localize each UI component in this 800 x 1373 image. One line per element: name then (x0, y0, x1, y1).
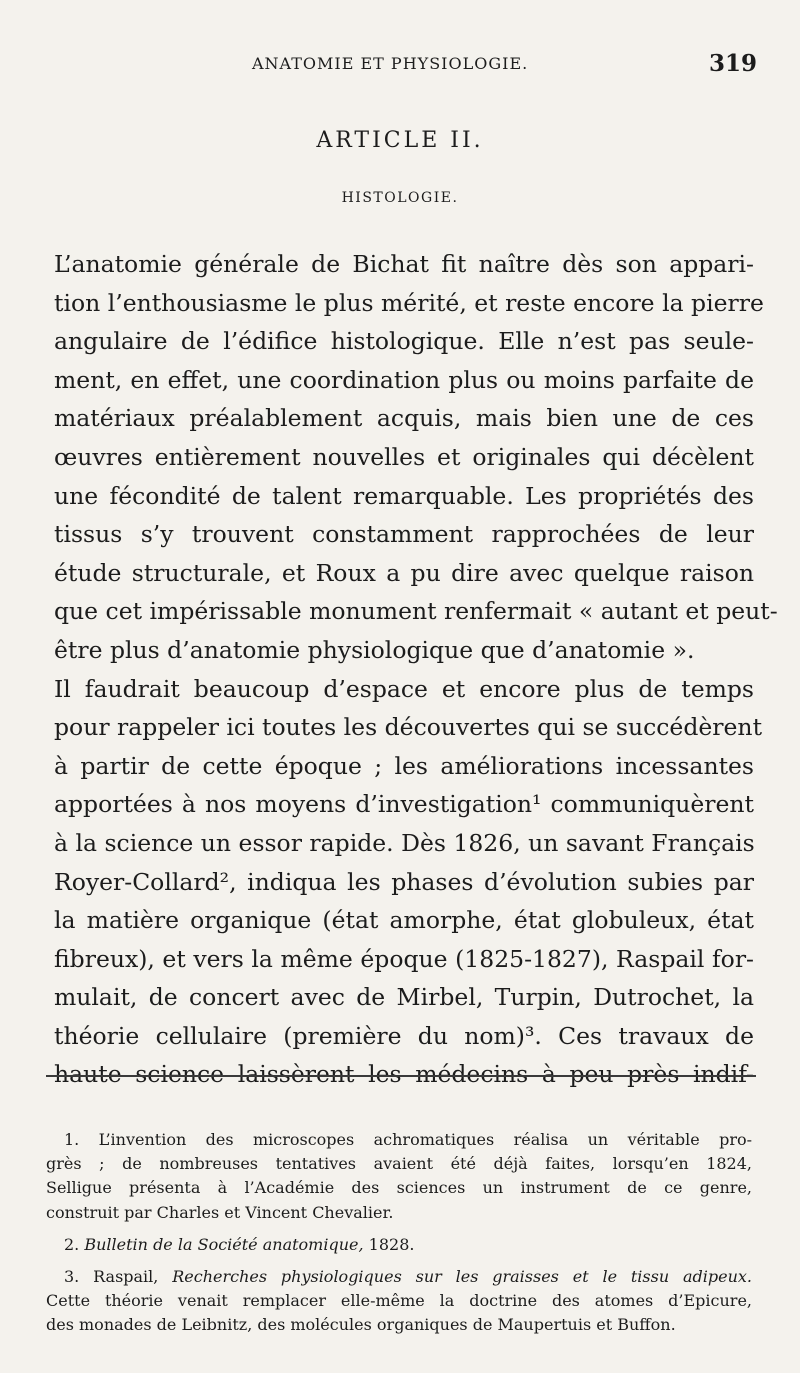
body-line: mulait, de concert avec de Mirbel, Turpin, Dutrochet, la (54, 983, 754, 1012)
footnote-line: des monades de Leibnitz, des molécules organiques de Maupertuis et Buffon. (46, 1315, 676, 1335)
body-line: la matière organique (état amorphe, état globuleux, état (54, 906, 754, 935)
footnote-2 (46, 1233, 752, 1257)
body-line: angulaire de l’édifice histologique. Elle n’est pas seule- (54, 327, 754, 356)
body-line: Il faudrait beaucoup d’espace et encore plus de temps (54, 674, 754, 703)
article-title: ARTICLE II. (316, 128, 484, 153)
body-line: L’anatomie générale de Bichat fit naître dès son appari- (54, 250, 754, 278)
body-line: haute science laissèrent les médecins à peu près indif- (54, 1060, 754, 1089)
footnote-rule (46, 1075, 756, 1077)
body-line: Royer-Collard², indiqua les phases d’évolution subies par (54, 867, 754, 896)
body-line: que cet impérissable monument renfermait « autant et peut- (54, 597, 778, 626)
running-title: ANATOMIE ET PHYSIOLOGIE. (252, 54, 529, 73)
footnotes (46, 1128, 752, 1338)
body-line: une fécondité de talent remarquable. Les propriétés des (54, 481, 754, 510)
footnote-3-number: 3. (64, 1266, 80, 1286)
body-line: tion l’enthousiasme le plus mérité, et reste encore la pierre (54, 288, 764, 317)
body-line: matériaux préalablement acquis, mais bien une de ces (54, 404, 754, 433)
section-title: HISTOLOGIE. (341, 190, 459, 206)
footnote-3 (46, 1265, 752, 1289)
body-line: tissus s’y trouvent constamment rapprochées de leur (54, 520, 754, 549)
footnote-line: 1. L’invention des microscopes achromatiques réalisa un véritable pro- (64, 1130, 752, 1149)
body-line: apportées à nos moyens d’investigation¹ communiquèrent (54, 790, 754, 819)
body-line: ment, en effet, une coordination plus ou moins parfaite de (54, 365, 754, 394)
body-line: pour rappeler ici toutes les découvertes qui se succédèrent (54, 713, 763, 742)
footnote-2-number: 2. (64, 1234, 80, 1254)
body-line: être plus d’anatomie physiologique que d’anatomie ». (54, 635, 695, 664)
footnote-line: Cette théorie venait remplacer elle-même la doctrine des atomes d’Epicure, (46, 1291, 752, 1311)
body-line: à la science un essor rapide. Dès 1826, un savant Français (54, 828, 755, 857)
footnote-line: construit par Charles et Vincent Chevalier. (46, 1202, 394, 1222)
running-head (0, 50, 800, 80)
footnote-3-title: Recherches physiologiques sur les graisses et le tissu adipeux. (172, 1266, 752, 1286)
page-number: 319 (709, 50, 758, 77)
footnote-2-title: Bulletin de la Société anatomique, (84, 1234, 364, 1254)
footnote-line: Selligue présenta à l’Académie des sciences un instrument de ce genre, (46, 1178, 752, 1198)
body-line: fibreux), et vers la même époque (1825-1827), Raspail for- (54, 944, 754, 973)
body-line: étude structurale, et Roux a pu dire avec quelque raison (54, 558, 754, 587)
body-text (54, 245, 778, 1094)
body-line: théorie cellulaire (première du nom)³. Ces travaux de (54, 1021, 754, 1050)
body-line: à partir de cette époque ; les améliorations incessantes (54, 751, 754, 780)
body-line: œuvres entièrement nouvelles et originales qui décèlent (54, 442, 754, 471)
footnote-3-author: Raspail, (93, 1266, 159, 1286)
footnote-2-year: 1828. (368, 1234, 415, 1254)
footnote-line: grès ; de nombreuses tentatives avaient été déjà faites, lorsqu’en 1824, (46, 1154, 752, 1174)
